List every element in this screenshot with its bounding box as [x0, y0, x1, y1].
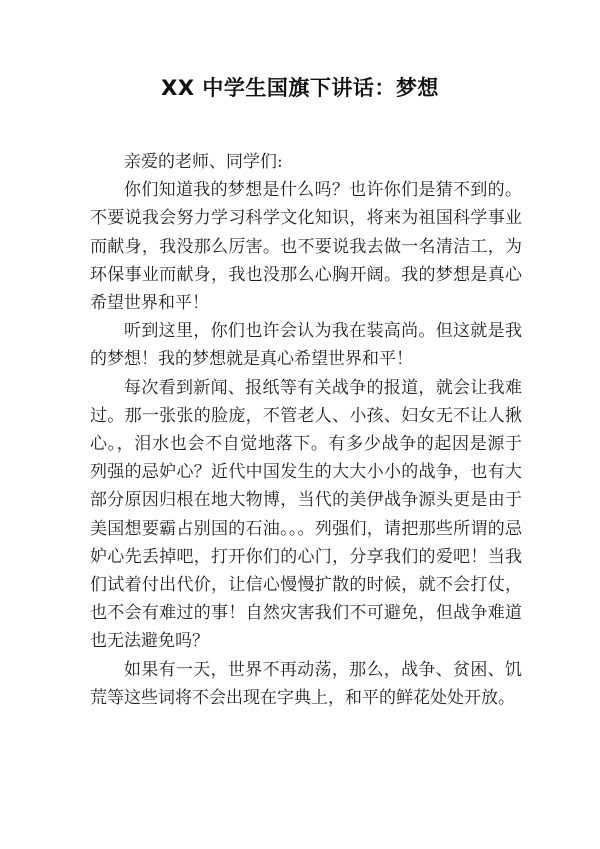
speech-body: [90, 148, 522, 712]
paragraph: 如果有一天，世界不再动荡，那么，战争、贫困、饥荒等这些词将不会出现在字典上，和平的鲜花处处开放。: [90, 659, 522, 708]
paragraph: 每次看到新闻、报纸等有关战争的报道，就会让我难过。那一张张的脸庞，不管老人、小孩、妇女无不让人揪心。，泪水也会不自觉地落下。有多少战争的起因是源于列强的忌妒心？近代中国发生的大大小小的战争，也有大部分原因归根在地大物博，当代的美伊战争源头更是由于美国想要霸占别国的石油。。。列强们，请把那些所谓的忌妒心先丢掉吧，打开你们的心门，分享我们的爱吧！当我们试着付出代价，让信心慢慢扩散的时候，就不会打仗，也不会有难过的事！自然灾害我们不可避免，但战争难道也无法避免吗？: [90, 377, 522, 652]
paragraph: 听到这里，你们也许会认为我在装高尚。但这就是我的梦想！我的梦想就是真心希望世界和平！: [90, 321, 522, 370]
paragraph: 你们知道我的梦想是什么吗？也许你们是猜不到的。不要说我会努力学习科学文化知识，将来为祖国科学事业而献身，我没那么厉害。也不要说我去做一名清洁工，为环保事业而献身，我也没那么心胸开阔。我的梦想是真心希望世界和平！: [90, 180, 522, 314]
salutation: 亲爱的老师、同学们:: [124, 152, 283, 172]
page-title: XX 中学生国旗下讲话：梦想: [161, 76, 439, 100]
